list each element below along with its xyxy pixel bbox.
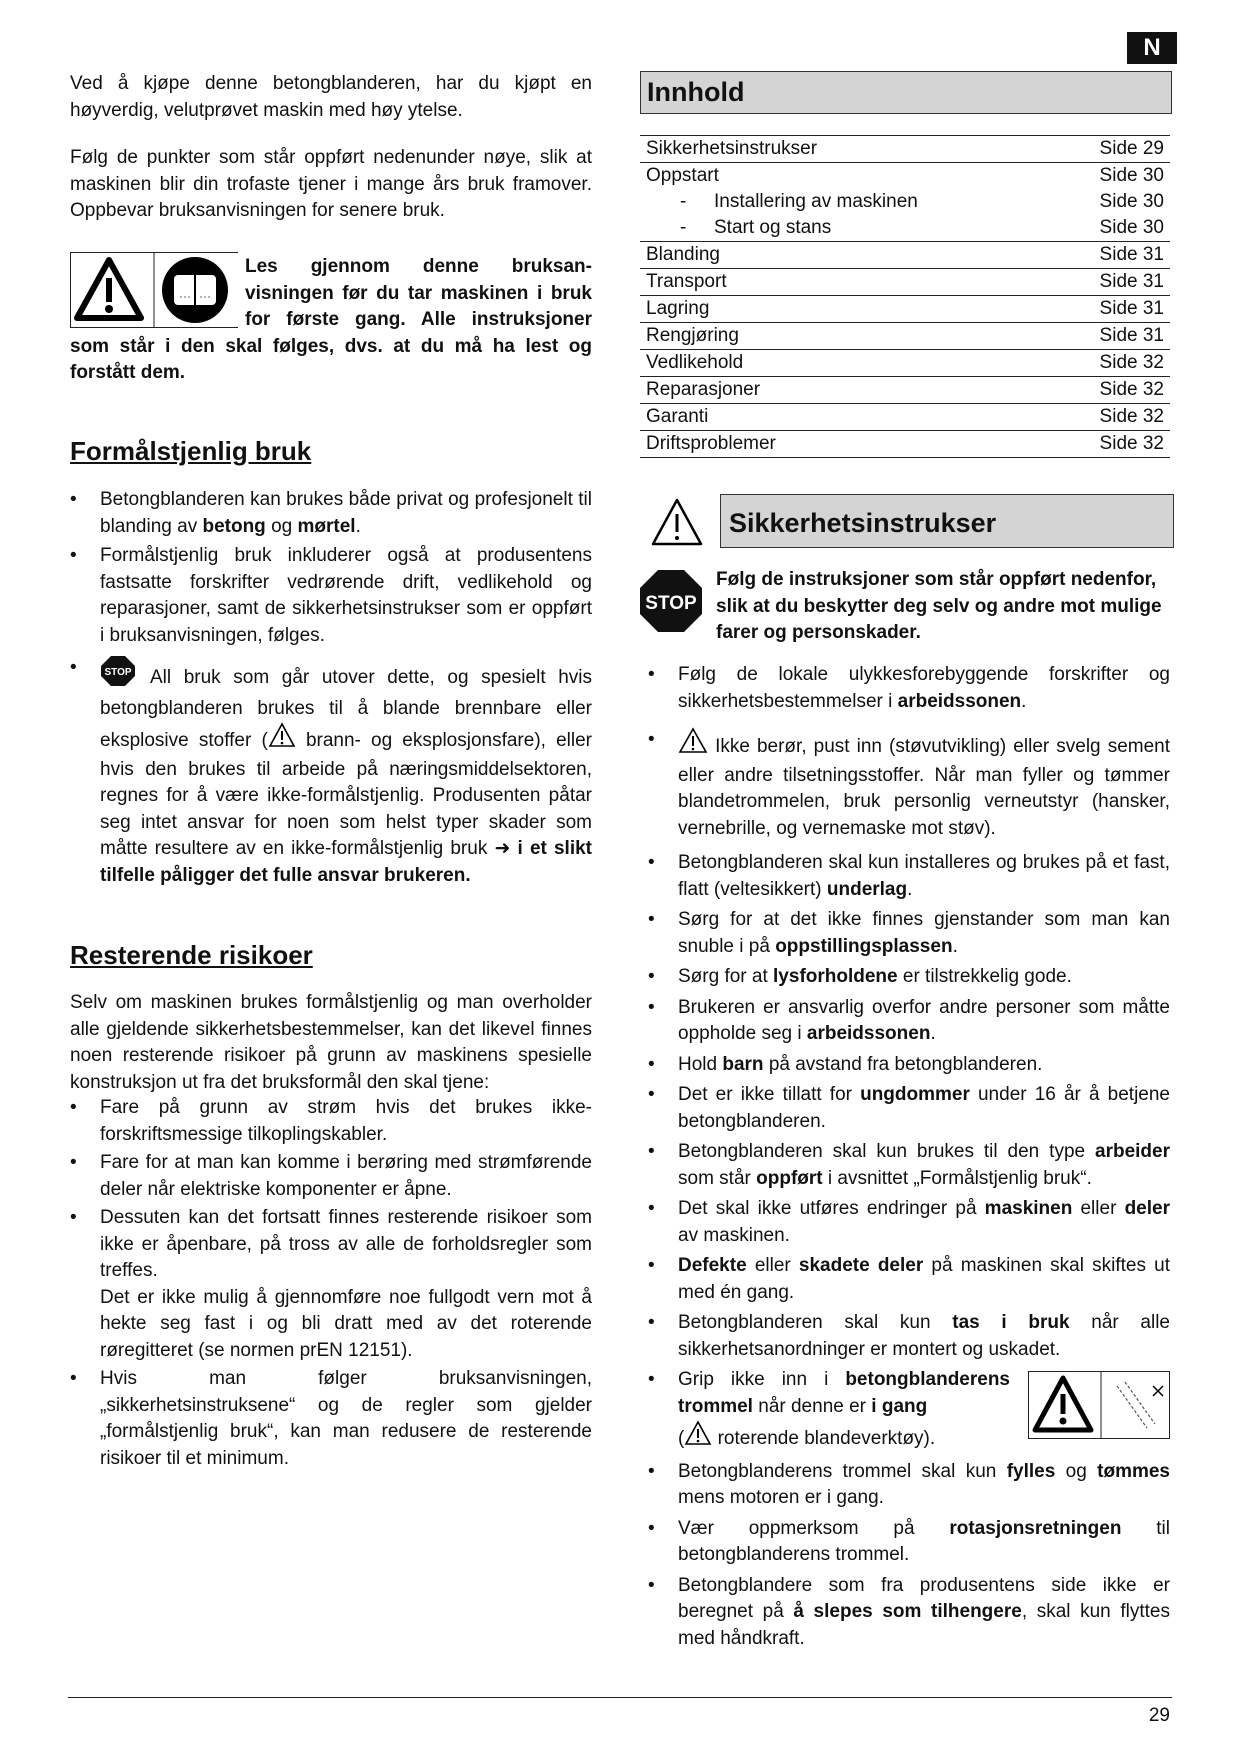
safety-heading: Sikkerhetsinstrukser bbox=[720, 494, 1174, 548]
list-item: • Brukeren er ansvarlig overfor andre personer som måtte oppholde seg i arbeidssonen. bbox=[648, 995, 1170, 1048]
warning-triangle-icon bbox=[268, 722, 296, 757]
rotating-tool-icons bbox=[1028, 1371, 1170, 1439]
toc-page: Side 30 bbox=[1058, 215, 1170, 242]
toc-row bbox=[640, 296, 1170, 323]
warning-triangle-icon bbox=[678, 727, 708, 763]
arrow-icon: ➜ bbox=[494, 838, 511, 859]
list-item: • Betongblanderen skal kun brukes til den type arbeider som står oppført i avsnittet „Formålstjenlig bruk“. bbox=[648, 1139, 1170, 1192]
list-item: • Sørg for at lysforholdene er tilstrekkelig gode. bbox=[648, 964, 1170, 991]
toc-row bbox=[640, 269, 1170, 296]
list-item: • Det skal ikke utføres endringer på maskinen eller deler av maskinen. bbox=[648, 1196, 1170, 1249]
intro-paragraph-2: Følg de punkter som står oppført nedenunder nøye, slik at maskinen blir din trofaste tjener i mange års bruk framover. Oppbevar bruksanvisningen for senere bruk. bbox=[70, 147, 592, 221]
toc-row bbox=[640, 215, 1170, 242]
toc-page: Side 30 bbox=[1099, 191, 1164, 212]
list-item: • Betongblanderens trommel skal kun fylles og tømmes mens motoren er i gang. bbox=[648, 1459, 1170, 1512]
stop-sign-icon bbox=[100, 655, 136, 696]
table-of-contents bbox=[640, 135, 1170, 458]
toc-page: Side 29 bbox=[1058, 136, 1170, 163]
toc-page: Side 32 bbox=[1058, 431, 1170, 458]
list-item: • Betongblanderen skal kun installeres og brukes på et fast, flatt (veltesikkert) underlag. bbox=[648, 850, 1170, 903]
toc-row bbox=[640, 377, 1170, 404]
stop-sign-icon bbox=[638, 568, 704, 639]
read-manual-warning: Les gjennom denne bruksan-visningen før du tar maskinen i bruk for første gang. Alle instruksjoner som står i den skal følges, dvs. at du må ha lest og forstått dem. bbox=[70, 256, 592, 383]
residual-intro: Selv om maskinen brukes formålstjenlig og man overholder alle gjeldende sikkerhetsbestemmelser, kan det likevel finnes noen resterende risikoer på grunn av maskinens spesielle konstruksjon ut fra det bruksformål den skal tjene: bbox=[70, 992, 592, 1093]
list-item: • Fare på grunn av strøm hvis det brukes ikke-forskriftsmessige tilkoplingskabler. bbox=[70, 1095, 592, 1148]
toc-row bbox=[640, 189, 1170, 215]
warning-triangle-icon bbox=[650, 497, 704, 552]
svg-text:STOP: • STOP bbox=[104, 667, 132, 678]
svg-text:STOP: STOP bbox=[645, 593, 697, 614]
list-item: • Følg de lokale ulykkesforebyggende forskrifter og sikkerhetsbestemmelser i arbeidssonen. bbox=[648, 662, 1170, 715]
toc-label: Driftsproblemer bbox=[640, 431, 1058, 458]
list-item: • Dessuten kan det fortsatt finnes resterende risikoer som ikke er åpenbare, på tross av alle de forholdsregler som treffes. Det er ikke mulig å gjennomføre noe fullgodt vern mot å hekte seg fast i og bli dratt med av det roterende røregitteret (se normen prEN 12151). bbox=[70, 1205, 592, 1364]
toc-label: Oppstart bbox=[646, 165, 719, 186]
list-item: • Betongblanderen skal kun tas i bruk når alle sikkerhetsanordninger er montert og uskadet. bbox=[648, 1310, 1170, 1363]
toc-label: Garanti bbox=[640, 404, 1058, 431]
toc-page: Side 32 bbox=[1058, 404, 1170, 431]
list-item: • Hvis man følger bruksanvisningen, „sikkerhetsinstruksene“ og de regler som gjelder „formålstjenlig bruk“, kan man redusere de resterende risikoer til et minimum. bbox=[70, 1366, 592, 1472]
toc-label: Blanding bbox=[640, 242, 1058, 269]
list-item: • Formålstjenlig bruk inkluderer også at produsentens fastsatte forskrifter vedrørende drift, vedlikehold og reparasjoner, samt de sikkerhetsinstrukser som er oppført i bruksanvisningen, følges. bbox=[70, 543, 592, 649]
toc-row bbox=[640, 431, 1170, 458]
toc-heading: Innhold bbox=[640, 71, 1172, 114]
intended-use-list bbox=[70, 487, 592, 889]
intended-use-heading: Formålstjenlig bruk bbox=[70, 436, 312, 466]
toc-page: Side 32 bbox=[1058, 377, 1170, 404]
list-item: • STOP All bruk som går utover dette, og spesielt hvis betongblanderen brukes til å blande brennbare eller eksplosive stoffer ( brann- og eksplosjonsfare), eller hvis den brukes til arbeide på næringsmiddelsektoren, regnes for å være ikke-formålstjenlig. Produsenten påtar seg intet ansvar for noen som helst typer skader som måtte resultere av en ikke-formålstjenlig bruk ➜ i et slikt tilfelle påligger det fulle ansvar brukeren. bbox=[70, 655, 592, 889]
toc-label: Vedlikehold bbox=[640, 350, 1058, 377]
toc-label: Rengjøring bbox=[640, 323, 1058, 350]
list-item: • Betongblandere som fra produsentens side ikke er beregnet på å slepes som tilhengere, skal kun flyttes med håndkraft. bbox=[648, 1573, 1170, 1653]
footer-rule bbox=[68, 1697, 1172, 1698]
residual-risks-heading: Resterende risikoer bbox=[70, 940, 313, 970]
toc-row bbox=[640, 323, 1170, 350]
list-item: • Ikke berør, pust inn (støvutvikling) eller svelg sement eller andre tilsetningsstoffer. Når man fyller og tømmer blandetrommelen, bruk personlig verneutstyr (hansker, vernebrille, og vernemaske mot støv). bbox=[648, 727, 1170, 842]
toc-label: - Start og stans bbox=[640, 215, 1058, 242]
safety-list bbox=[648, 662, 1170, 1652]
page-number: 29 bbox=[1148, 1705, 1170, 1726]
list-item: • Det er ikke tillatt for ungdommer under 16 år å betjene betongblanderen. bbox=[648, 1082, 1170, 1135]
toc-row bbox=[640, 350, 1170, 377]
toc-label: Lagring bbox=[640, 296, 1058, 323]
toc-label: - Installering av maskinen bbox=[680, 191, 918, 212]
list-item: • Grip ikke inn i betongblanderens trommel når denne er i gang ( roterende blandeverktøy). bbox=[648, 1367, 1170, 1455]
toc-page: Side 31 bbox=[1058, 323, 1170, 350]
list-item: • Hold barn på avstand fra betongblanderen. bbox=[648, 1052, 1170, 1079]
toc-page: Side 31 bbox=[1058, 242, 1170, 269]
toc-page: Side 30 bbox=[1099, 165, 1164, 186]
toc-page: Side 31 bbox=[1058, 269, 1170, 296]
toc-page: Side 31 bbox=[1058, 296, 1170, 323]
toc-label: Sikkerhetsinstrukser bbox=[640, 136, 1058, 163]
list-item: • Betongblanderen kan brukes både privat og profesjonelt til blanding av betong og mørtel. bbox=[70, 487, 592, 540]
intro-paragraph-1: Ved å kjøpe denne betongblanderen, har du kjøpt en høyverdig, velutprøvet maskin med høy ytelse. bbox=[70, 73, 592, 121]
list-item: • Vær oppmerksom på rotasjonsretningen til betongblanderens trommel. bbox=[648, 1516, 1170, 1569]
toc-page: Side 32 bbox=[1058, 350, 1170, 377]
warning-triangle-icon bbox=[684, 1420, 712, 1455]
language-tag: N bbox=[1127, 32, 1177, 64]
toc-row bbox=[640, 404, 1170, 431]
list-item: • Defekte eller skadete deler på maskinen skal skiftes ut med én gang. bbox=[648, 1253, 1170, 1306]
list-item: • Sørg for at det ikke finnes gjenstander som man kan snuble i på oppstillingsplassen. bbox=[648, 907, 1170, 960]
toc-label: Reparasjoner bbox=[640, 377, 1058, 404]
residual-list bbox=[70, 1095, 592, 1472]
toc-row bbox=[640, 163, 1170, 190]
toc-row bbox=[640, 136, 1170, 163]
toc-row bbox=[640, 242, 1170, 269]
toc-label: Transport bbox=[640, 269, 1058, 296]
list-item: • Fare for at man kan komme i berøring med strømførende deler når elektriske komponenter er åpne. bbox=[70, 1150, 592, 1203]
safety-stop-intro: Følg de instruksjoner som står oppført nedenfor, slik at du beskytter deg selv og andre mot mulige farer og personskader. bbox=[716, 569, 1162, 643]
